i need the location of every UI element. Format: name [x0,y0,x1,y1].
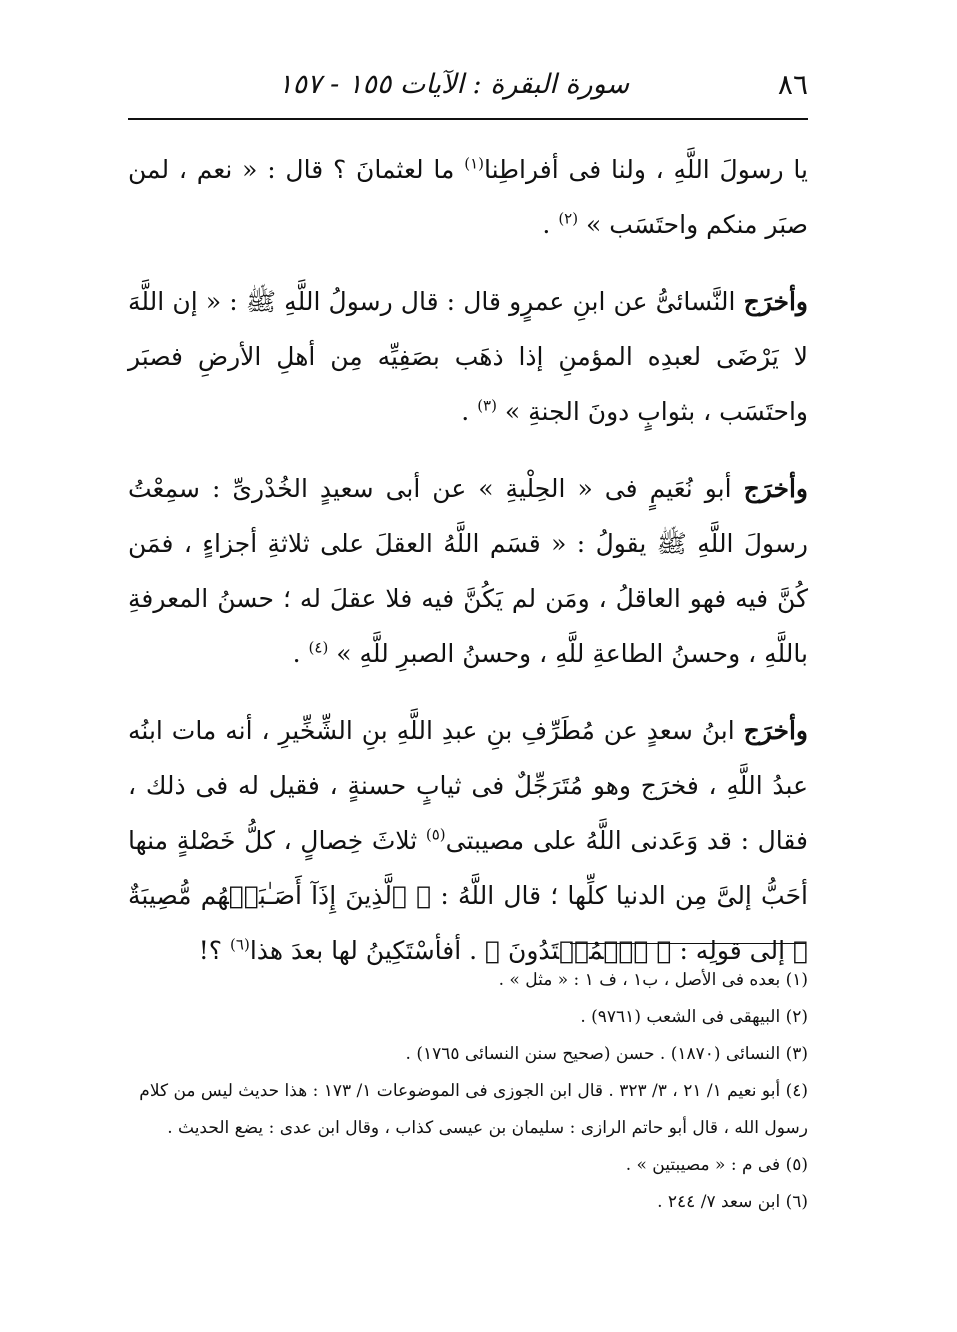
footnote-reference: (٣) [477,396,497,415]
running-title: سورة البقرة : الآيات ١٥٥ - ١٥٧ [278,68,630,100]
paragraph [128,274,808,439]
footnote-reference: (١) [464,154,484,173]
paragraph [128,461,808,681]
paragraph-lead-word: وأخرَج [743,287,808,316]
page-header [128,60,808,108]
footnote-reference: (٤) [308,638,329,657]
footnote: (٤) أبو نعيم ١/ ٢١ ، ٣/ ٣٢٣ . قال ابن الجوزى فى الموضوعات ١/ ١٧٣ : هذا حديث ليس من كلام رسول الله ، قال أبو حاتم الرازى : سليمان بن عيسى كذاب ، وقال ابن عدى : يضع الحديث . [139,1081,808,1138]
paragraph-text: . [542,210,559,239]
footnote-reference: (٦) [230,935,250,954]
paragraph [128,142,808,252]
footnote-reference: (٥) [425,825,446,844]
footnote: (٣) النسائى (١٨٧٠) . حسن (صحيح سنن النسائى ١٧٦٥) . [405,1044,808,1064]
paragraph-text: ثلاثَ خِصالٍ ، كلُّ خَصْلةٍ منها أحَبُّ إلىَّ مِن الدنيا كلِّها ؛ قال اللَّهُ : ﴿ ٱلَّذِينَ إِذَآ أَصَـٰبَتۡهُم مُّصِيبَةٌ ﴾ إلى قولِه : ﴿ ٱلۡمُهۡتَدُونَ ﴾ . أفأسْتَكِينُ لها بعدَ هذا [128,826,808,965]
footnotes [128,962,808,1221]
main-text [128,142,808,1000]
paragraph-text: النَّسائىُّ عن ابنِ عمرٍو قال : قال رسولُ اللَّهِ ﷺ : « إن اللَّهَ لا يَرْضَى لعبدِه المؤمنِ إذا ذهَب بصَفِيِّه مِن أهلِ الأرضِ فصبَر واحتَسَب ، بثوابٍ دونَ الجنةِ » [128,287,808,426]
paragraph [128,703,808,978]
page-number: ٨٦ [777,67,808,101]
paragraph-lead-word: وأخرَج [743,716,808,745]
footnote-separator [570,943,806,944]
header-rule [128,118,808,120]
paragraph-text: أبو نُعَيمٍ فى « الحِلْيةِ » عن أبى سعيدٍ الخُدْرىِّ : سمِعْتُ رسولَ اللَّهِ ﷺ يقولُ : « قسَم اللَّهُ العقلَ على ثلاثةِ أجزاءٍ ، فمَن كُنَّ فيه فهو العاقلُ ، ومَن لم يَكُنَّ فيه فلا عقلَ له ؛ حسنُ المعرفةِ باللَّهِ ، وحسنُ الطاعةِ للَّهِ ، وحسنُ الصبرِ للَّهِ » [128,474,808,668]
paragraph-text: ما لعثمانَ ؟ قال : « نعم ، لمن صبَر منكم واحتَسَب » [128,155,808,239]
paragraph-text: ؟! [198,936,231,965]
paragraph-lead-word: وأخرَج [743,474,808,503]
paragraph-text: . [461,397,478,426]
footnote-reference: (٢) [558,209,579,228]
paragraph-text: . [292,639,309,668]
footnote: (١) بعده فى الأصل ، ب١ ، ف ١ : « مثل » . [498,970,808,990]
footnote: (٦) ابن سعد ٧/ ٢٤٤ . [657,1192,808,1212]
footnote: (٢) البيهقى فى الشعب (٩٧٦١) . [580,1007,808,1027]
paragraph-text: ابنُ سعدٍ عن مُطَرِّفِ بنِ عبدِ اللَّهِ بنِ الشِّخِّيرِ ، أنه مات ابنُه عبدُ اللَّهِ ، فخرَج وهو مُتَرَجِّلٌ فى ثيابٍ حسنةٍ ، فقيل له فى ذلك ، فقال : قد وَعَدنى اللَّهُ على مصيبتى [128,716,808,855]
paragraph-text: يا رسولَ اللَّهِ ، ولنا فى أفراطِنا [484,155,808,184]
footnote: (٥) فى م : « مصيبتين » . [625,1155,808,1175]
